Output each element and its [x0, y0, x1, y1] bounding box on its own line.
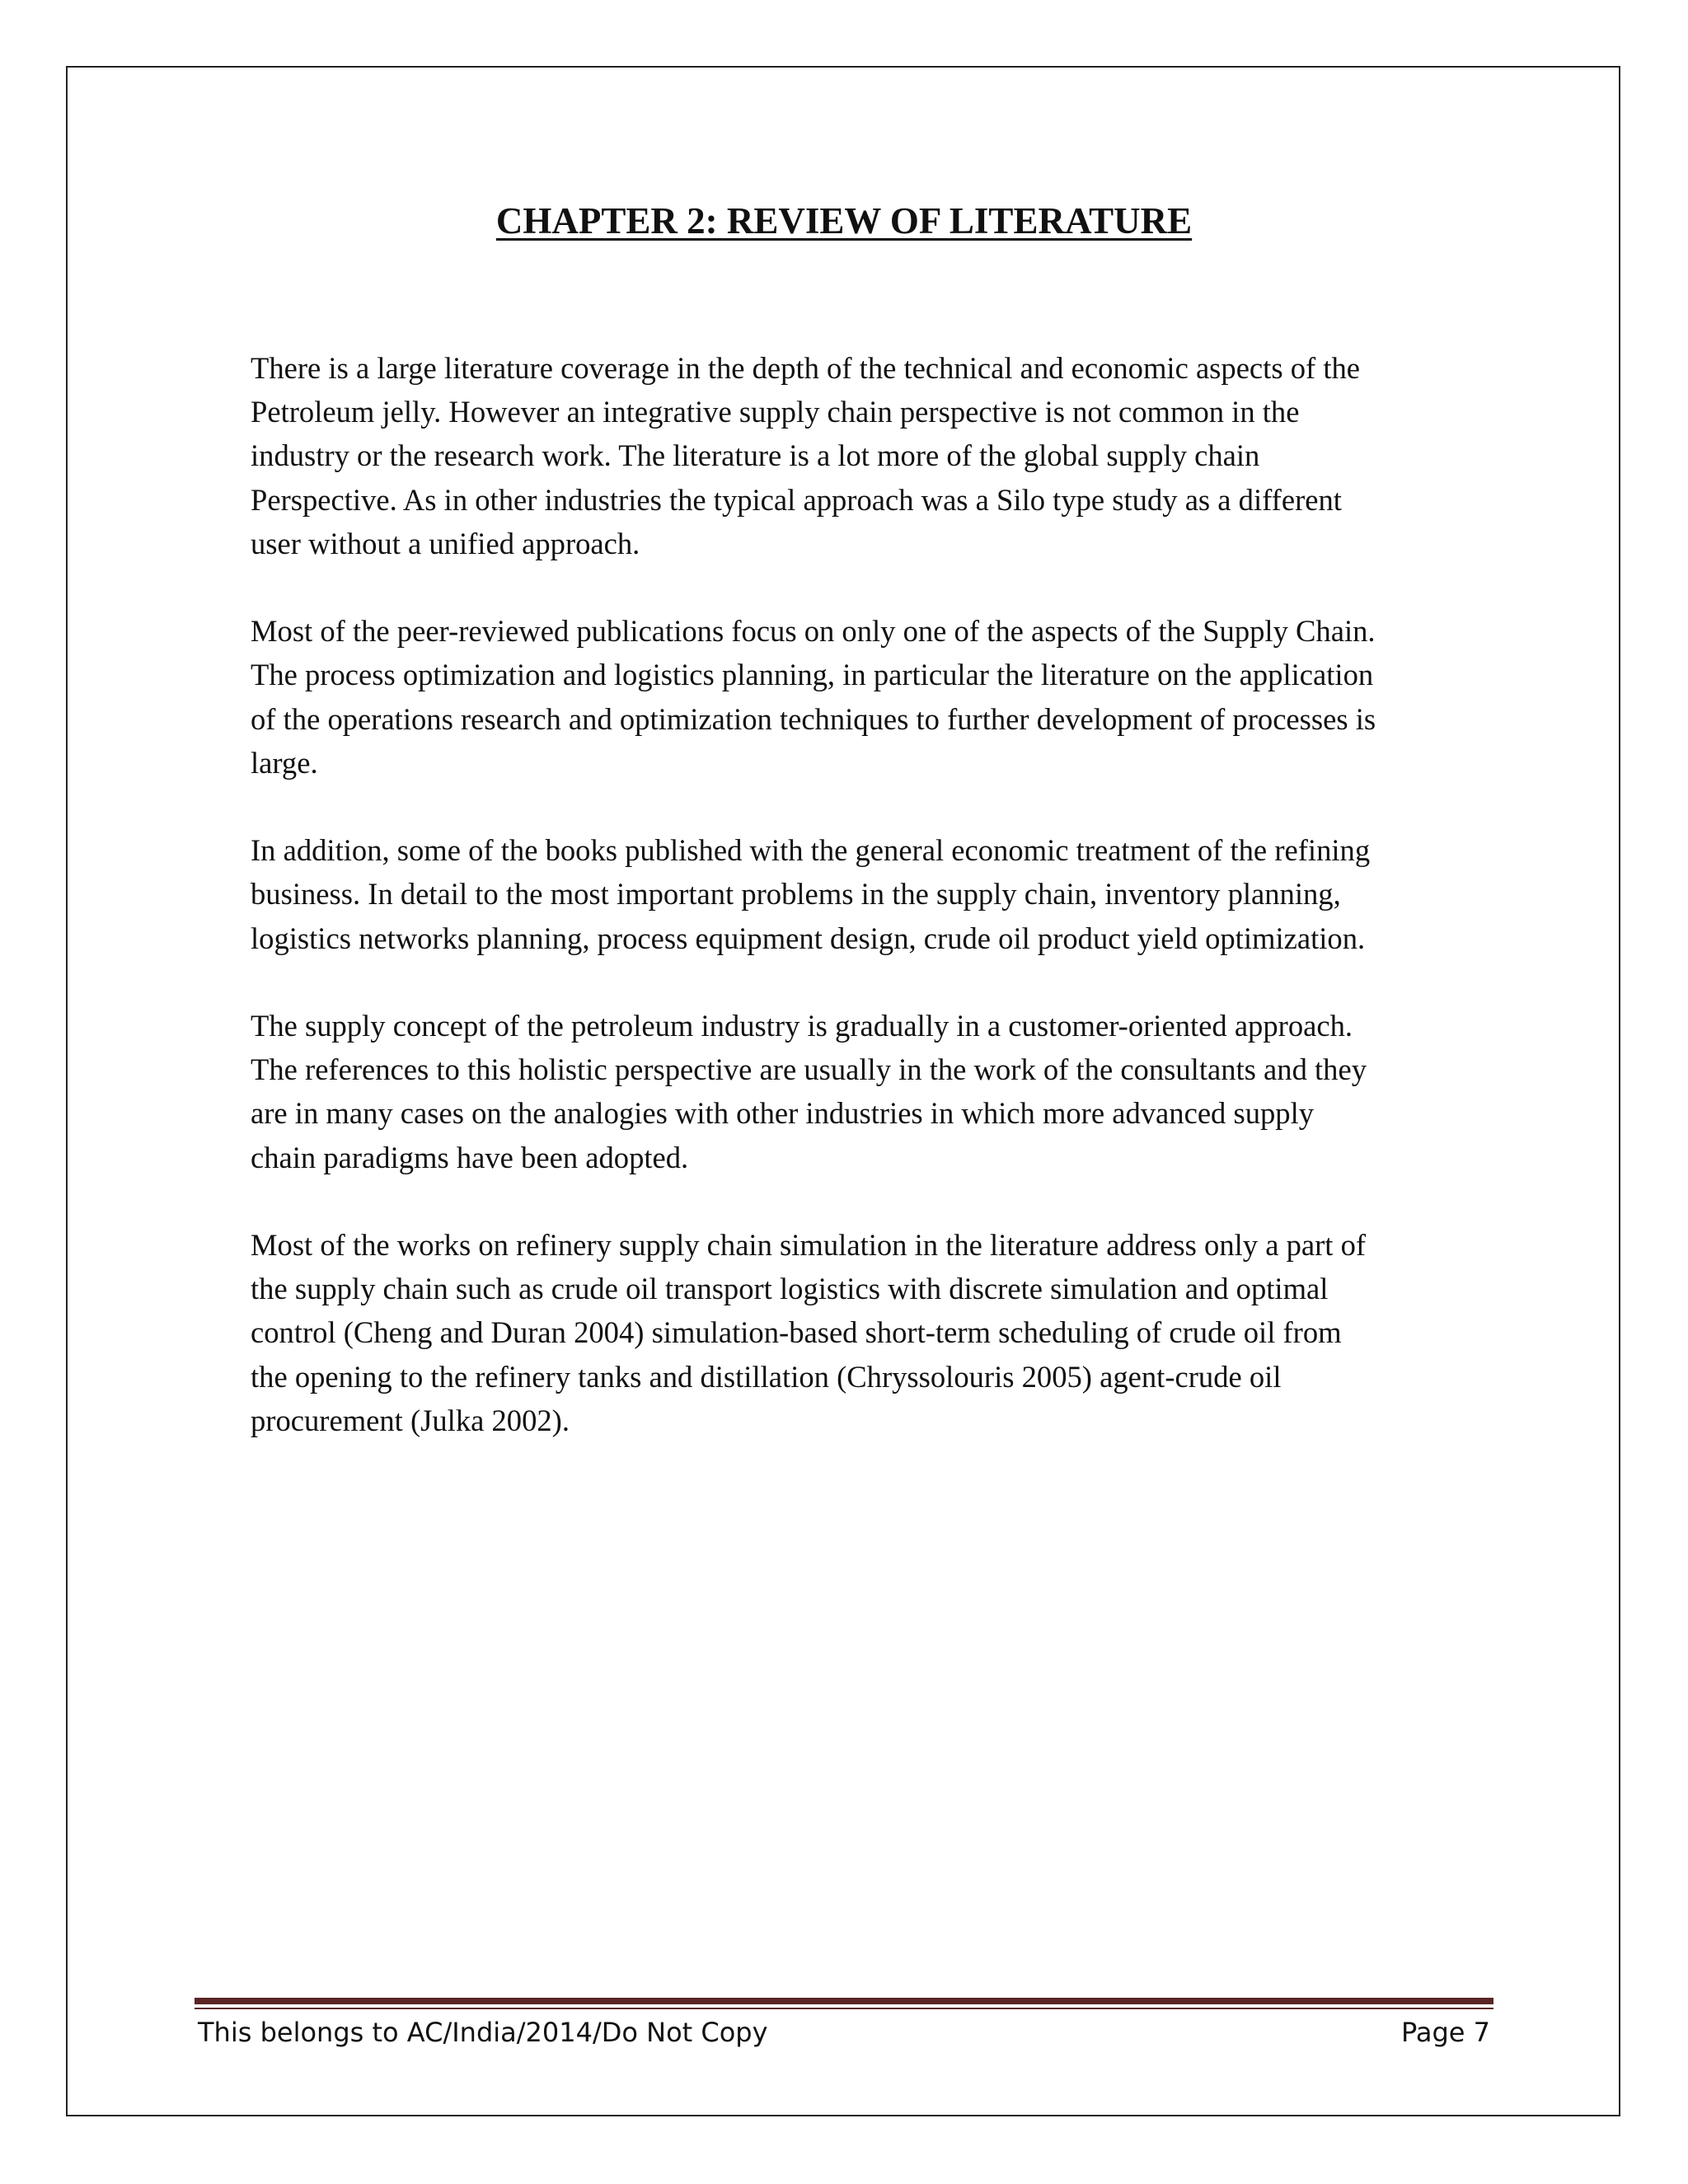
paragraph-3: In addition, some of the books published with the general economic treatment of the refining business. In detail to the most important problems in the supply chain, inventory planning, logistics networks planning, process equipment design, crude oil product yield optimization. [251, 833, 1371, 955]
page-number: Page 7 [1401, 2017, 1490, 2048]
paragraph-2: Most of the peer-reviewed publications focus on only one of the aspects of the Supply Chain. The process optimization and logistics planning, in particular the literature on the application of the operations research and optimization techniques to further development of processes is large. [251, 614, 1376, 780]
footer-rule-thin [195, 2008, 1493, 2009]
footer-copyright-text: This belongs to AC/India/2014/Do Not Copy [198, 2017, 768, 2048]
paragraph-5: Most of the works on refinery supply chain simulation in the literature address only a part of the supply chain such as crude oil transport logistics with discrete simulation and optimal control (Cheng and Duran 2004) simulation-based short-term scheduling of crude oil from the opening to the refinery tanks and distillation (Chryssolouris 2005) agent-crude oil procurement (Julka 2002). [251, 1228, 1367, 1437]
chapter-title-text: CHAPTER 2: REVIEW OF LITERATURE [495, 200, 1193, 241]
body-text [251, 346, 1503, 1486]
chapter-title [0, 198, 1688, 244]
paragraph-1: There is a large literature coverage in the depth of the technical and economic aspects of the Petroleum jelly. However an integrative supply chain perspective is not common in the industry or the research work. The literature is a lot more of the global supply chain Perspective. As in other industries the typical approach was a Silo type study as a different user without a unified approach. [251, 351, 1361, 560]
paragraph-4: The supply concept of the petroleum industry is gradually in a customer-oriented approach. The references to this holistic perspective are usually in the work of the consultants and they are in many cases on the analogies with other industries in which more advanced supply chain paradigms have been adopted. [251, 1009, 1367, 1174]
footer-rule-thick [195, 1998, 1493, 2004]
